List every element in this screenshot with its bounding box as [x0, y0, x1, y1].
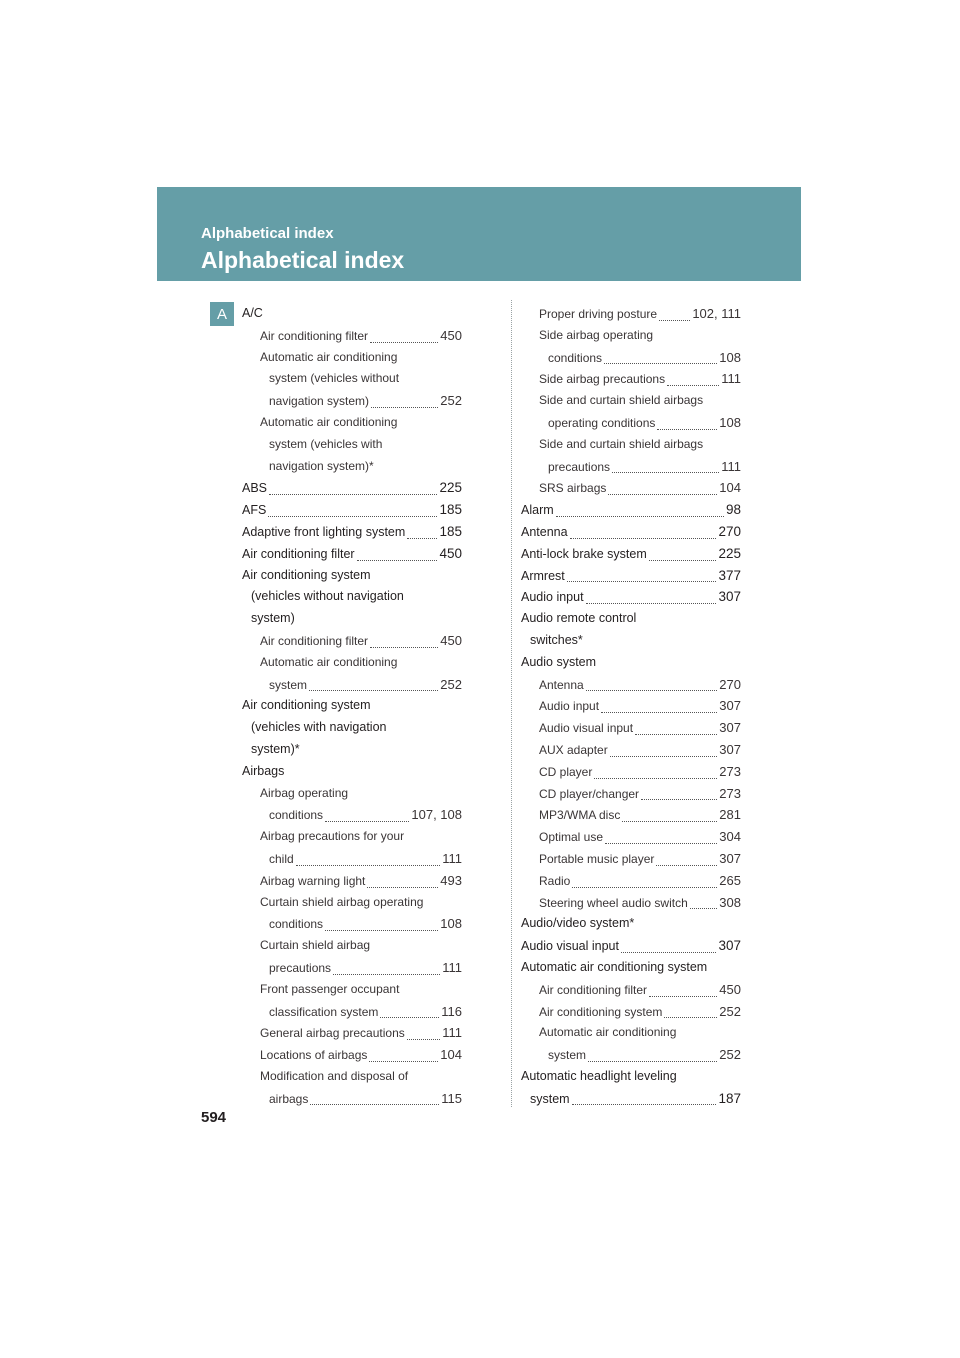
index-entry-page[interactable]: 187 [718, 1090, 741, 1106]
index-entry[interactable] [242, 674, 462, 696]
index-entry-page[interactable]: 252 [440, 393, 462, 409]
index-entry-text: Audio remote control [521, 611, 637, 626]
index-entry [242, 412, 462, 434]
index-entry-text: Air conditioning filter [260, 633, 369, 648]
dot-leader [325, 930, 438, 931]
section-letter-tab[interactable]: A [210, 302, 234, 326]
index-entry-text: Audio input [521, 590, 584, 605]
index-entry-text: (vehicles without navigation [251, 589, 404, 604]
index-entry[interactable] [242, 804, 462, 826]
page-title: Alphabetical index [201, 247, 405, 273]
index-entry [521, 957, 741, 979]
index-entry-text: Optimal use [539, 830, 604, 845]
index-entry-text: Air conditioning filter [260, 328, 369, 343]
index-entry-page[interactable]: 108 [719, 414, 741, 430]
index-entry-page[interactable]: 450 [440, 327, 462, 343]
dot-leader [407, 538, 437, 539]
index-entry-text: Air conditioning filter [539, 982, 648, 997]
index-entry-text: system) [251, 611, 295, 626]
dot-leader [621, 952, 716, 953]
dot-leader [641, 799, 717, 800]
index-entry-text: Airbag precautions for your [260, 829, 405, 844]
index-entry[interactable] [521, 303, 741, 325]
index-entry [242, 1066, 462, 1088]
index-entry-page[interactable]: 307 [718, 589, 741, 605]
index-entry-page[interactable]: 111 [721, 458, 741, 474]
dot-leader [370, 342, 438, 343]
index-entry-text: Side and curtain shield airbags [539, 436, 704, 451]
dot-leader [594, 778, 717, 779]
index-entry-text: AUX adapter [539, 742, 608, 757]
header-subtitle: Alphabetical index [201, 225, 334, 242]
index-entry-text: Automatic air conditioning [260, 414, 398, 429]
index-entry-text: MP3/WMA disc [539, 808, 621, 823]
dot-leader [296, 865, 441, 866]
index-entry[interactable] [242, 543, 462, 565]
index-entry[interactable] [521, 717, 741, 739]
dot-leader [309, 690, 438, 691]
index-entry-text: CD player/changer [539, 786, 640, 801]
index-entry[interactable] [242, 957, 462, 979]
index-entry-text: General airbag precautions [260, 1026, 405, 1041]
index-entry [242, 456, 462, 478]
index-entry-page[interactable]: 111 [442, 850, 462, 866]
index-entry-text: system [269, 677, 308, 692]
index-entry-text: navigation system)* [269, 458, 374, 473]
dot-leader [610, 756, 718, 757]
index-entry-page[interactable]: 450 [440, 632, 462, 648]
index-entry[interactable] [242, 870, 462, 892]
index-entry-text: precautions [269, 960, 332, 975]
index-entry[interactable] [242, 1001, 462, 1023]
index-entry-page[interactable]: 185 [439, 523, 462, 539]
index-entry-page[interactable]: 307 [719, 698, 741, 714]
index-entry-text: Curtain shield airbag operating [260, 894, 424, 909]
dot-leader [622, 821, 717, 822]
index-entry-text: Side airbag operating [539, 327, 654, 342]
index-entry-text: conditions [548, 350, 603, 365]
index-entry [242, 434, 462, 456]
index-entry-text: (vehicles with navigation [251, 720, 387, 735]
dot-leader [649, 996, 717, 997]
index-entry-text: conditions [269, 917, 324, 932]
dot-leader [608, 494, 717, 495]
index-entry[interactable] [521, 892, 741, 914]
dot-leader [407, 1039, 440, 1040]
index-entry-text: Antenna [521, 524, 568, 539]
index-entry-page[interactable]: 377 [718, 567, 741, 583]
index-entry[interactable] [521, 979, 741, 1001]
dot-leader [635, 734, 717, 735]
index-entry [242, 608, 462, 630]
index-entry-text: Portable music player [539, 851, 655, 866]
index-entry-page[interactable]: 108 [440, 916, 462, 932]
dot-leader [333, 974, 440, 975]
dot-leader [357, 560, 438, 561]
dot-leader [588, 1061, 717, 1062]
index-entry-text: Alarm [521, 503, 554, 518]
dot-leader [690, 908, 718, 909]
index-entry-text: airbags [269, 1091, 309, 1106]
index-entry[interactable] [521, 848, 741, 870]
index-entry-page[interactable]: 307 [718, 938, 741, 954]
index-entry-text: Airbags [242, 763, 285, 778]
index-entry[interactable] [521, 674, 741, 696]
index-entry[interactable] [521, 826, 741, 848]
dot-leader [657, 429, 717, 430]
dot-leader [269, 494, 437, 495]
index-entry-text: Armrest [521, 568, 565, 583]
index-entry [242, 347, 462, 369]
index-entry [242, 303, 462, 325]
index-entry-page[interactable]: 252 [440, 676, 462, 692]
index-entry-text: Anti-lock brake system [521, 546, 647, 561]
index-entry-page[interactable]: 102, 111 [692, 306, 741, 321]
index-entry-page[interactable]: 185 [439, 502, 462, 518]
index-entry-page[interactable]: 104 [719, 480, 741, 496]
index-entry [521, 434, 741, 456]
index-entry[interactable] [242, 1044, 462, 1066]
dot-leader [667, 385, 719, 386]
index-entry-page[interactable]: 307 [719, 720, 741, 736]
index-entry [242, 739, 462, 761]
index-entry[interactable] [521, 739, 741, 761]
dot-leader [656, 865, 717, 866]
index-entry-text: Air conditioning filter [242, 546, 355, 561]
index-entry-page[interactable]: 111 [442, 959, 462, 975]
index-entry-text: Automatic air conditioning [260, 654, 398, 669]
page-number: 594 [201, 1109, 227, 1126]
index-entry [521, 1022, 741, 1044]
index-entry-text: Proper driving posture [539, 307, 658, 321]
index-entry[interactable] [521, 695, 741, 717]
dot-leader [586, 690, 718, 691]
index-entry-text: navigation system) [269, 394, 370, 409]
index-entry-page[interactable]: 111 [721, 371, 741, 387]
index-entry[interactable] [521, 783, 741, 805]
index-entry[interactable] [242, 521, 462, 543]
index-entry [242, 761, 462, 783]
column-divider [511, 300, 512, 1107]
index-entry-page[interactable]: 308 [719, 894, 741, 910]
index-entry-page[interactable]: 270 [718, 523, 741, 539]
index-entry-text: Audio input [539, 699, 600, 714]
index-entry-text: Automatic air conditioning [539, 1025, 677, 1040]
index-entry-text: Airbag warning light [260, 873, 366, 888]
index-entry[interactable] [242, 499, 462, 521]
index-entry [521, 913, 741, 935]
index-entry [521, 325, 741, 347]
index-entry-text: Side airbag precautions [539, 372, 666, 387]
dot-leader [371, 407, 438, 408]
dot-leader [367, 887, 438, 888]
dot-leader [586, 603, 717, 604]
index-entry-text: switches* [530, 632, 583, 647]
index-entry-text: Side and curtain shield airbags [539, 393, 704, 408]
index-entry [521, 1066, 741, 1088]
index-entry[interactable] [242, 390, 462, 412]
index-entry-text: system)* [251, 741, 300, 756]
index-entry-page[interactable]: 225 [439, 480, 462, 496]
index-entry-text: Audio visual input [539, 721, 634, 736]
index-entry[interactable] [521, 1044, 741, 1066]
index-entry [242, 979, 462, 1001]
dot-leader [570, 538, 717, 539]
index-column-right [521, 303, 741, 1109]
index-entry-page[interactable]: 493 [440, 872, 462, 888]
index-entry-text: classification system [269, 1004, 379, 1019]
index-entry-text: Audio visual input [521, 939, 619, 954]
index-entry[interactable] [242, 1088, 462, 1110]
dot-leader [325, 821, 409, 822]
index-entry-text: Audio system [521, 654, 597, 669]
index-entry-text: Antenna [539, 677, 584, 692]
index-entry-text: A/C [242, 306, 263, 320]
index-entry[interactable] [521, 412, 741, 434]
index-entry-text: Automatic air conditioning [260, 349, 398, 364]
index-entry[interactable] [521, 347, 741, 369]
index-entry-page[interactable]: 273 [719, 763, 741, 779]
index-entry[interactable] [521, 477, 741, 499]
index-entry [242, 717, 462, 739]
index-entry-page[interactable]: 98 [725, 502, 741, 518]
index-entry[interactable] [521, 935, 741, 957]
dot-leader [567, 581, 717, 582]
index-entry [521, 652, 741, 674]
dot-leader [664, 1017, 717, 1018]
index-entry-page[interactable]: 116 [441, 1003, 462, 1019]
index-entry[interactable] [242, 913, 462, 935]
index-entry-page[interactable]: 265 [719, 872, 741, 888]
index-entry[interactable] [521, 499, 741, 521]
index-entry-text: SRS airbags [539, 481, 607, 496]
dot-leader [370, 647, 438, 648]
index-entry-page[interactable]: 225 [718, 545, 741, 561]
index-entry-page[interactable]: 111 [442, 1025, 462, 1041]
index-entry-text: Steering wheel audio switch [539, 895, 688, 910]
index-entry[interactable] [521, 804, 741, 826]
index-entry-text: Air conditioning system [539, 1004, 663, 1019]
index-entry[interactable] [242, 325, 462, 347]
index-entry-page[interactable]: 104 [440, 1047, 462, 1063]
index-entry[interactable] [521, 586, 741, 608]
index-entry [521, 630, 741, 652]
index-entry-page[interactable]: 450 [439, 545, 462, 561]
index-entry [242, 695, 462, 717]
index-entry-page[interactable]: 450 [719, 981, 741, 997]
index-entry[interactable] [521, 368, 741, 390]
dot-leader [556, 516, 724, 517]
index-entry-page[interactable]: 273 [719, 785, 741, 801]
dot-leader [649, 560, 717, 561]
dot-leader [659, 320, 690, 321]
index-entry-text: Audio/video system* [521, 916, 635, 931]
dot-leader [604, 363, 717, 364]
index-entry-page[interactable]: 252 [719, 1047, 741, 1063]
index-entry[interactable] [521, 521, 741, 543]
index-entry-text: system [530, 1091, 570, 1106]
index-entry[interactable] [242, 630, 462, 652]
dot-leader [601, 712, 717, 713]
index-entry-text: system (vehicles without [269, 371, 400, 386]
header-band [157, 187, 801, 281]
index-entry[interactable] [521, 543, 741, 565]
index-entry[interactable] [521, 456, 741, 478]
dot-leader [380, 1017, 439, 1018]
index-entry-text: precautions [548, 459, 611, 474]
index-entry [242, 565, 462, 587]
index-entry-page[interactable]: 307 [719, 850, 741, 866]
index-entry [242, 368, 462, 390]
index-entry-text: Adaptive front lighting system [242, 524, 406, 539]
index-entry-text: Air conditioning system [242, 567, 371, 582]
index-entry-text: Locations of airbags [260, 1048, 368, 1063]
dot-leader [572, 887, 717, 888]
index-entry-text: Airbag operating [260, 785, 349, 800]
index-entry-text: Front passenger occupant [260, 981, 400, 996]
index-column-left [242, 303, 462, 1109]
index-entry-text: Automatic air conditioning system [521, 959, 708, 974]
index-entry-text: Automatic headlight leveling [521, 1068, 677, 1083]
index-entry-page[interactable]: 281 [719, 807, 741, 823]
index-entry-text: Air conditioning system [242, 698, 371, 713]
index-entry-text: operating conditions [548, 415, 656, 430]
index-entry-text: Curtain shield airbag [260, 938, 371, 953]
index-entry-page[interactable]: 115 [441, 1090, 462, 1106]
index-entry-text: child [269, 851, 294, 866]
index-entry[interactable] [521, 1001, 741, 1023]
index-entry-text: Modification and disposal of [260, 1068, 409, 1083]
index-entry [242, 586, 462, 608]
index-entry-text: AFS [242, 503, 267, 518]
index-entry[interactable] [521, 1088, 741, 1110]
index-entry [242, 826, 462, 848]
index-entry-text: Radio [539, 873, 571, 888]
dot-leader [369, 1061, 438, 1062]
index-entry-page[interactable]: 108 [719, 349, 741, 365]
index-entry [521, 608, 741, 630]
index-entry [521, 390, 741, 412]
index-entry[interactable] [242, 477, 462, 499]
index-entry-page[interactable]: 307 [719, 741, 741, 757]
dot-leader [605, 843, 717, 844]
index-entry[interactable] [521, 565, 741, 587]
index-entry [242, 652, 462, 674]
index-entry[interactable] [242, 848, 462, 870]
index-entry[interactable] [242, 1022, 462, 1044]
dot-leader [310, 1104, 439, 1105]
dot-leader [268, 516, 437, 517]
index-entry-page[interactable]: 304 [719, 829, 741, 845]
index-entry [242, 892, 462, 914]
index-entry-page[interactable]: 252 [719, 1003, 741, 1019]
index-entry-text: system [548, 1048, 587, 1063]
dot-leader [612, 472, 719, 473]
index-entry[interactable] [521, 761, 741, 783]
index-entry-page[interactable]: 107, 108 [411, 807, 462, 823]
index-entry-text: system (vehicles with [269, 436, 383, 451]
index-entry [242, 935, 462, 957]
index-entry-text: CD player [539, 764, 593, 779]
index-entry-text: ABS [242, 481, 268, 496]
index-entry-page[interactable]: 270 [719, 676, 741, 692]
dot-leader [572, 1104, 717, 1105]
index-entry[interactable] [521, 870, 741, 892]
index-entry [242, 783, 462, 805]
index-entry-text: conditions [269, 808, 324, 823]
